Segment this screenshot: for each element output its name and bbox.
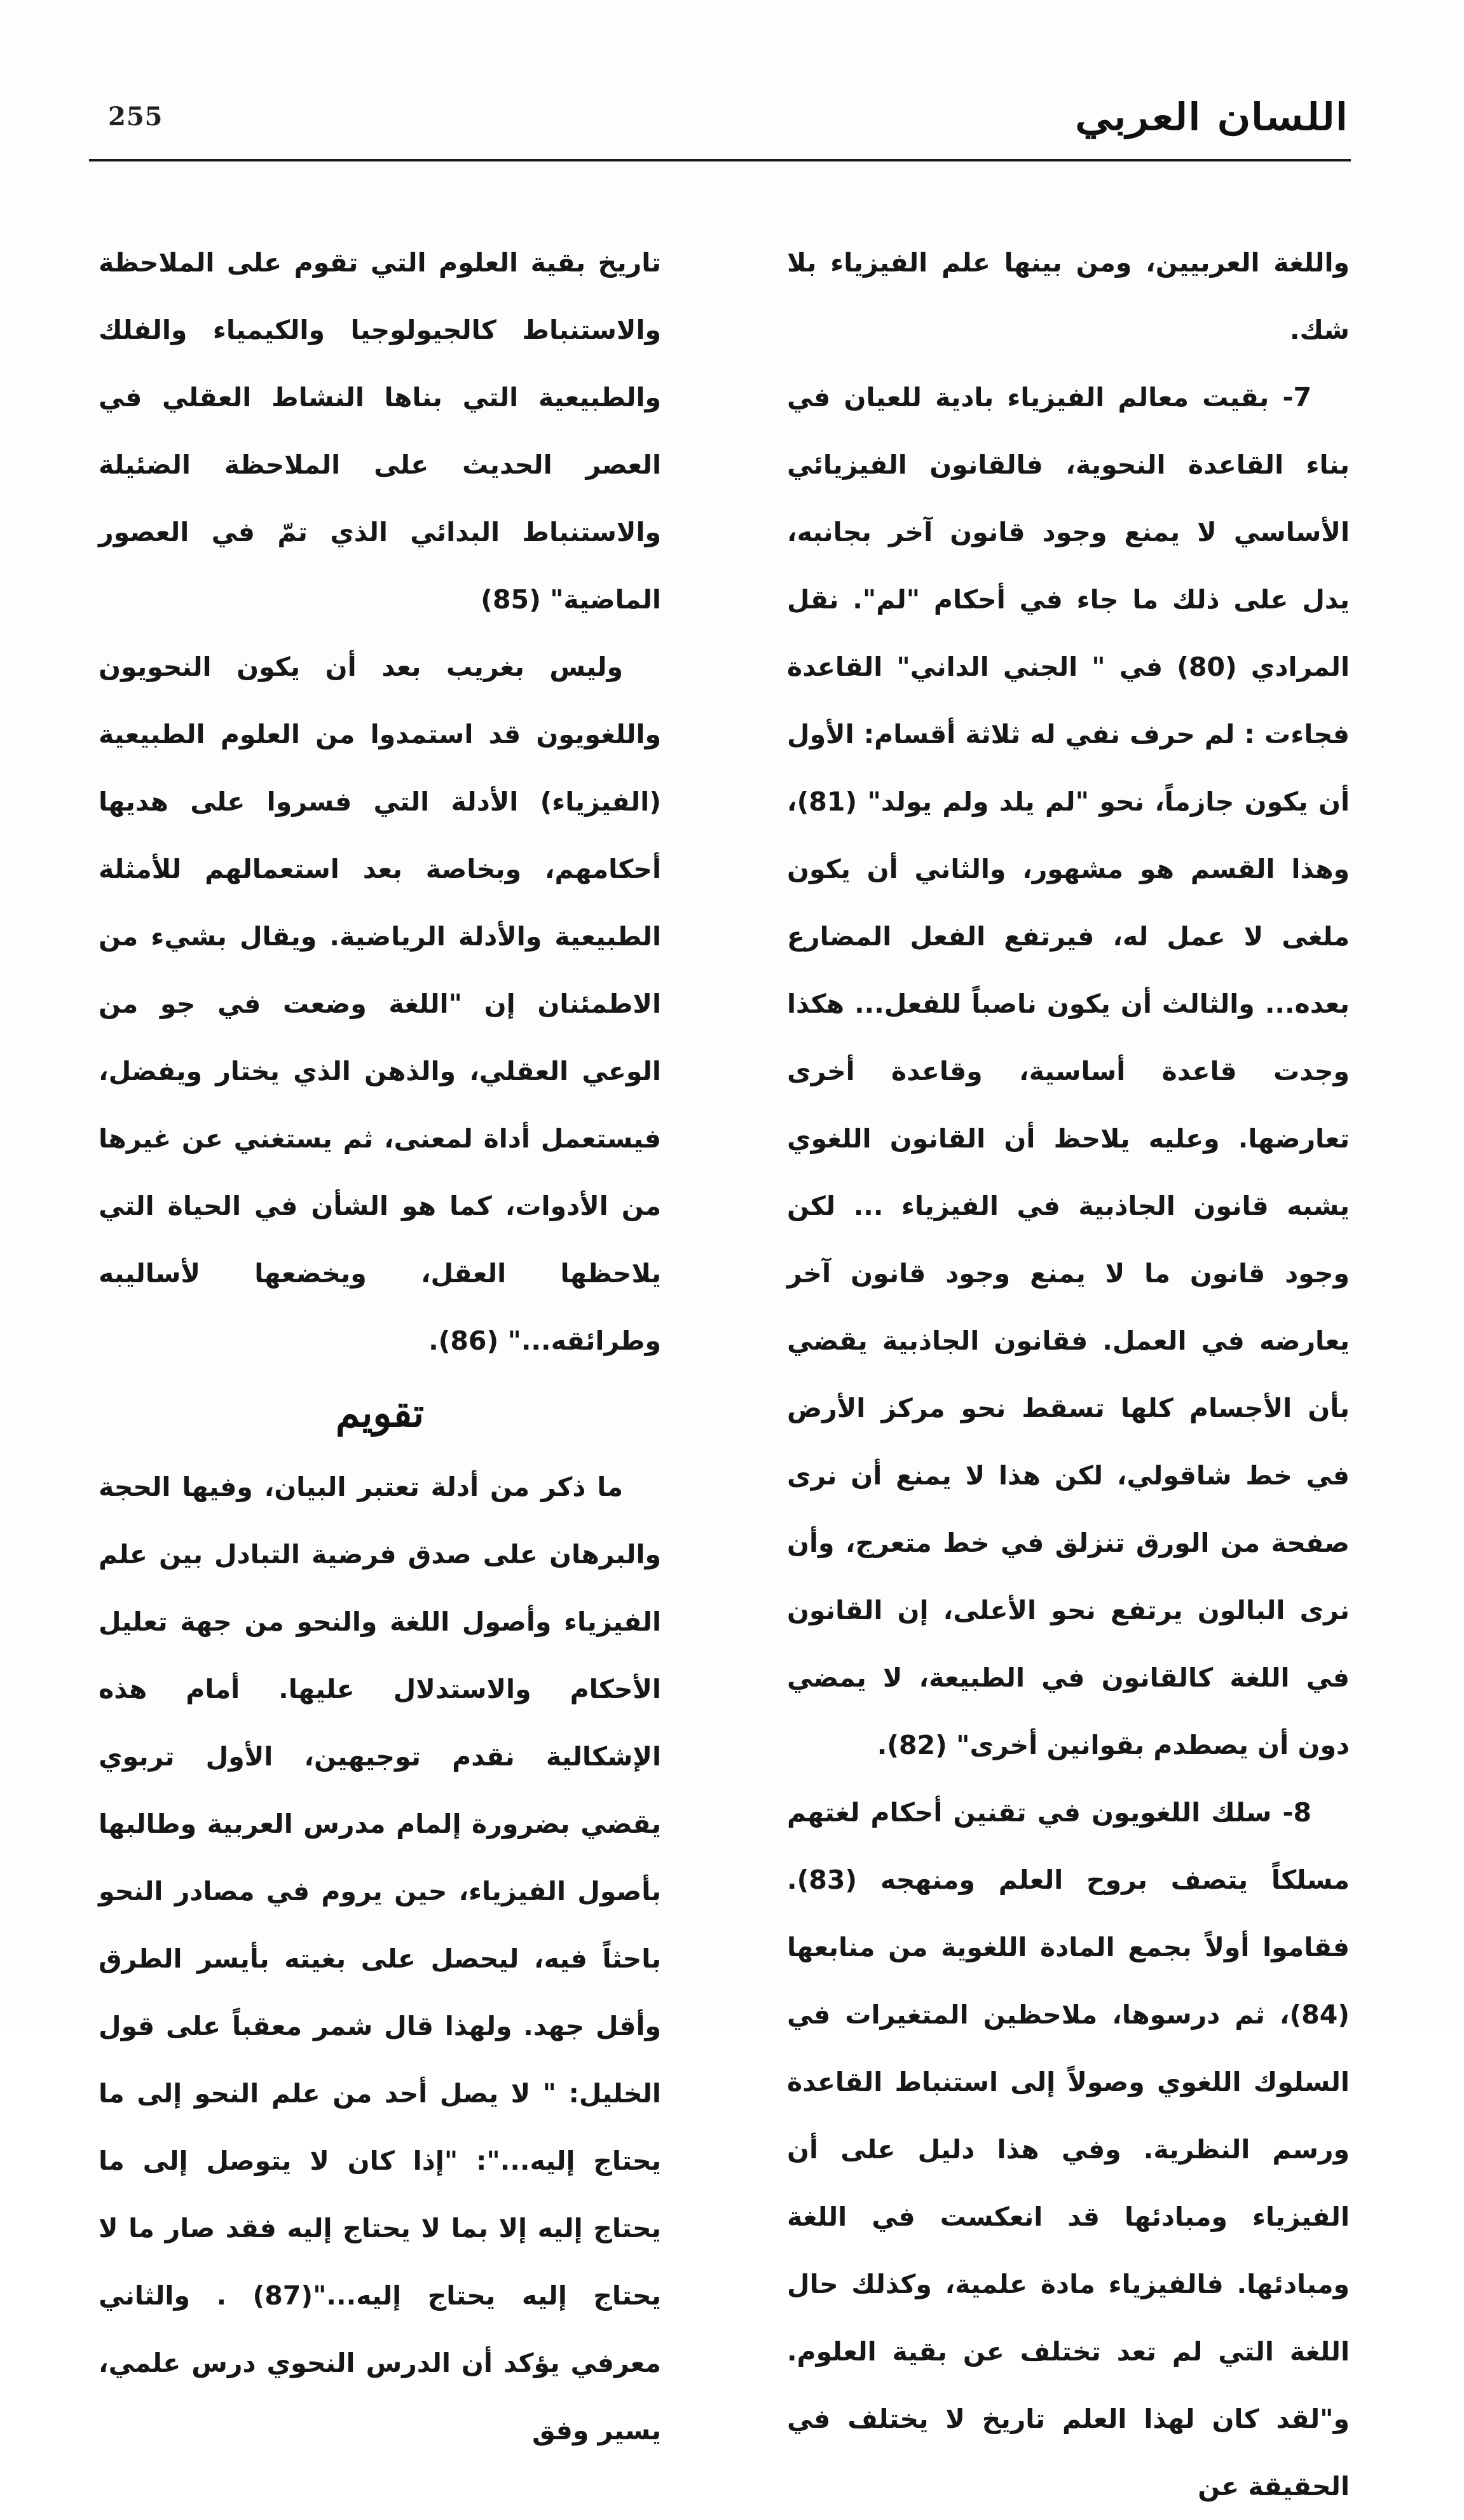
journal-title-logo: اللسان العربي	[1074, 95, 1348, 139]
paragraph-point-8: 8- سلك اللغويون في تقنين أحكام لغتهم مسلكاً يتصف بروح العلم ومنهجه (83). فقاموا أولاً بجمع المادة اللغوية من منابعها (84)، ثم درسوها، ملاحظين المتغيرات في السلوك اللغوي وصولاً إلى استنباط القاعدة ورسم النظرية. وفي هذا دليل على أن الفيزياء ومبادئها قد انعكست في اللغة ومبادئها. فالفيزياء مادة علمية، وكذلك حال اللغة التي لم تعد تختلف عن بقية العلوم. و"لقد كان لهذا العلم تاريخ لا يختلف في الحقيقة عن	[787, 1797, 1350, 2502]
page-header	[102, 95, 1348, 153]
section-heading-evaluation: تقويم	[335, 1390, 425, 1436]
right-text-column	[787, 229, 1350, 2520]
page-number: 255	[108, 102, 163, 132]
header-divider	[89, 159, 1351, 161]
left-text-column	[99, 229, 661, 2464]
paragraph-evaluation: ما ذكر من أدلة تعتبر البيان، وفيها الحجة والبرهان على صدق فرضية التبادل بين علم الفيزياء وأصول اللغة والنحو من جهة تعليل الأحكام والاستدلال عليها. أمام هذه الإشكالية نقدم توجيهين، الأول تربوي يقضي بضرورة إلمام مدرس العربية وطالبها بأصول الفيزياء، حين يروم في مصادر النحو باحثاً فيه، ليحصل على بغيته بأيسر الطرق وأقل جهد. ولهذا قال شمر معقباً على قول الخليل: " لا يصل أحد من علم النحو إلى ما يحتاج إليه...": "إذا كان لا يتوصل إلى ما يحتاج إليه إلا بما لا يحتاج إليه فقد صار ما لا يحتاج إليه يحتاج إليه..."(87) . والثاني معرفي يؤكد أن الدرس النحوي درس علمي، يسير وفق	[99, 1472, 661, 2446]
paragraph-quote-continuation: تاريخ بقية العلوم التي تقوم على الملاحظة والاستنباط كالجيولوجيا والكيمياء والفلك والطبيعية التي بناها النشاط العقلي في العصر الحديث على الملاحظة الضئيلة والاستنباط البدائي الذي تمّ في العصور الماضية" (85)	[99, 247, 661, 615]
paragraph-linguists: وليس بغريب بعد أن يكون النحويون واللغويون قد استمدوا من العلوم الطبيعية (الفيزياء) الأدلة التي فسروا على هديها أحكامهم، وبخاصة بعد استعمالهم للأمثلة الطبيعية والأدلة الرياضية. ويقال بشيء من الاطمئنان إن "اللغة وضعت في جو من الوعي العقلي، والذهن الذي يختار ويفضل، فيستعمل أداة لمعنى، ثم يستغني عن غيرها من الأدوات، كما هو الشأن في الحياة التي يلاحظها العقل، ويخضعها لأساليبه وطرائقه..." (86).	[99, 652, 661, 1356]
paragraph-continuation: واللغة العربيين، ومن بينها علم الفيزياء بلا شك.	[787, 247, 1350, 345]
paragraph-point-7: 7- بقيت معالم الفيزياء بادية للعيان في بناء القاعدة النحوية، فالقانون الفيزيائي الأساسي لا يمنع وجود قانون آخر بجانبه، يدل على ذلك ما جاء في أحكام "لم". نقل المرادي (80) في " الجني الداني" القاعدة فجاءت : لم حرف نفي له ثلاثة أقسام: الأول أن يكون جازماً، نحو "لم يلد ولم يولد" (81)، وهذا القسم هو مشهور، والثاني أن يكون ملغى لا عمل له، فيرتفع الفعل المضارع بعده... والثالث أن يكون ناصباً للفعل... هكذا وجدت قاعدة أساسية، وقاعدة أخرى تعارضها. وعليه يلاحظ أن القانون اللغوي يشبه قانون الجاذبية في الفيزياء ... لكن وجود قانون ما لا يمنع وجود قانون آخر يعارضه في العمل. فقانون الجاذبية يقضي بأن الأجسام كلها تسقط نحو مركز الأرض في خط شاقولي، لكن هذا لا يمنع أن نرى صفحة من الورق تنزلق في خط متعرج، وأن نرى البالون يرتفع نحو الأعلى، إن القانون في اللغة كالقانون في الطبيعة، لا يمضي دون أن يصطدم بقوانين أخرى" (82).	[787, 382, 1350, 1760]
